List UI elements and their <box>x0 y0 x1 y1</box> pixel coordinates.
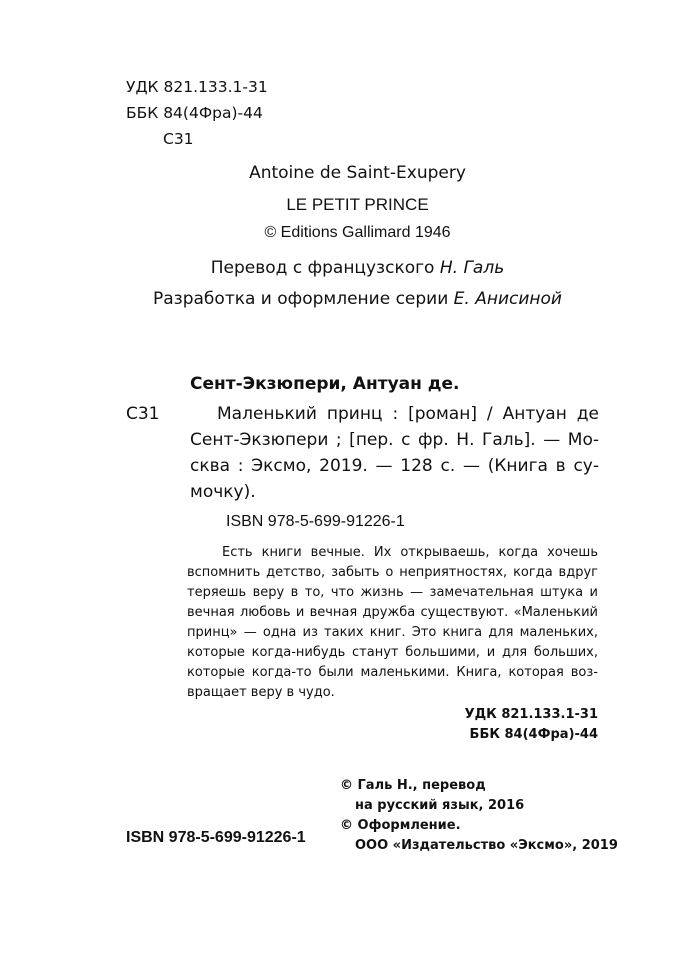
designer-name: Е. Анисиной <box>453 289 562 309</box>
annotation-udk: УДК 821.133.1-31 <box>464 707 598 722</box>
translator-name: Н. Галь <box>439 258 505 278</box>
annotation-line-5: принц» — одна из таких книг. Это книга для маленьких, <box>187 625 598 640</box>
author-sign: С31 <box>163 130 194 148</box>
catalog-heading: Сент-Экзюпери, Антуан де. <box>190 374 460 394</box>
copyright-line-4: ООО «Издательство «Эксмо», 2019 <box>355 838 618 853</box>
original-author: Antoine de Saint-Exupery <box>249 163 466 183</box>
original-title: LE PETIT PRINCE <box>286 195 429 214</box>
annotation-line-2: вспомнить детство, забыть о неприятностях, когда вдруг <box>187 565 598 580</box>
catalog-line-2: Сент-Экзюпери ; [пер. с фр. Н. Галь]. — Мо- <box>190 430 599 450</box>
catalog-sign: С31 <box>126 404 160 424</box>
catalog-line-1: Маленький принц : [роман] / Антуан де <box>217 404 599 424</box>
catalog-isbn: ISBN 978-5-699-91226-1 <box>226 513 405 530</box>
translation-prefix: Перевод с французского <box>210 258 435 278</box>
annotation-line-8: вращает веру в чудо. <box>187 685 335 700</box>
bbk-code: ББК 84(4Фра)-44 <box>126 104 263 122</box>
annotation-line-1: Есть книги вечные. Их открываешь, когда хочешь <box>222 545 598 560</box>
annotation-bbk: ББК 84(4Фра)-44 <box>469 727 598 742</box>
annotation-line-7: которые когда-то были маленькими. Книга, которая воз- <box>187 665 598 680</box>
copyright-line-1: © Галь Н., перевод <box>340 778 486 793</box>
annotation-line-6: которые когда-нибудь станут большими, и для больших, <box>187 645 598 660</box>
design-prefix: Разработка и оформление серии <box>153 289 449 309</box>
copyright-line-3: © Оформление. <box>340 818 461 833</box>
udk-code: УДК 821.133.1-31 <box>126 78 268 96</box>
original-copyright: © Editions Gallimard 1946 <box>264 224 451 241</box>
annotation-line-4: вечная любовь и вечная дружба существуют. «Маленький <box>187 605 598 620</box>
design-credit <box>0 289 675 309</box>
translation-credit <box>0 258 675 278</box>
footer-isbn: ISBN 978-5-699-91226-1 <box>126 829 306 846</box>
annotation-line-3: теряешь веру в то, что жизнь — замечательная штука и <box>187 585 598 600</box>
catalog-line-4: мочку). <box>190 482 256 502</box>
catalog-line-3: сква : Эксмо, 2019. — 128 с. — (Книга в су- <box>190 456 599 476</box>
copyright-line-2: на русский язык, 2016 <box>355 798 525 813</box>
